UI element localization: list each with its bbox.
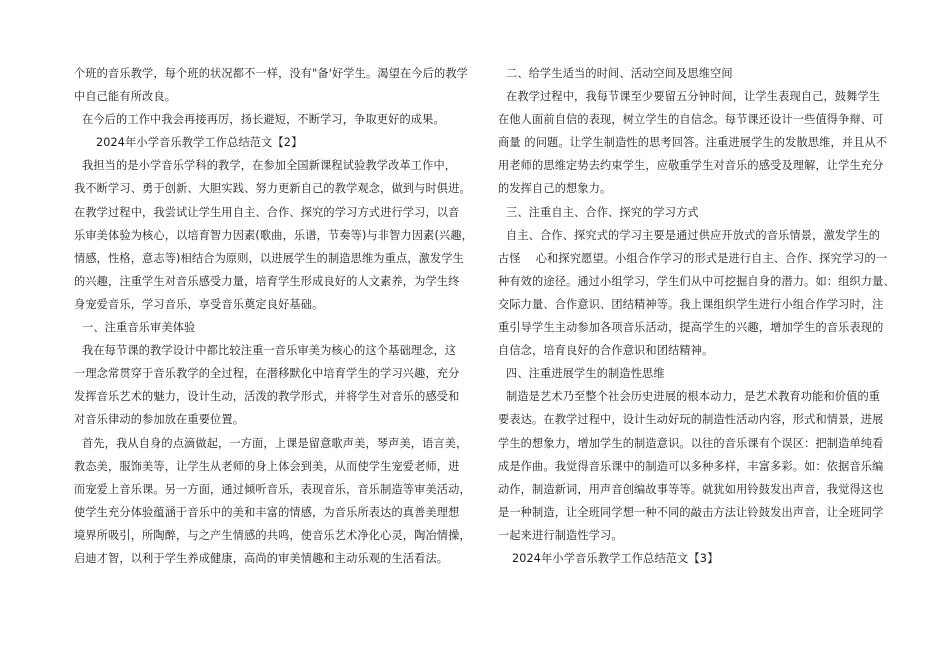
left-column-line: 首先，我从自身的点滴做起，一方面，上课是留意歌声美，琴声美，语言美， [82,436,468,450]
left-column-line: 而宠爱上音乐课。另一方面，通过倾听音乐，表现音乐，音乐制造等审美活动， [74,482,471,496]
right-column [498,62,895,570]
right-column-line: 一起来进行制造性学习。 [498,528,623,542]
left-column-line: 2024年小学音乐教学工作总结范文【2】 [96,136,303,150]
right-column-line: 的发挥自己的想象力。 [498,182,612,196]
left-column-line: 境界所吸引，所陶醉，与之产生情感的共鸣，使音乐艺术净化心灵，陶冶情操， [74,528,471,542]
right-column-line: 用老师的思维定势去约束学生，应敬重学生对音乐的感受及理解，让学生充分 [498,159,884,173]
right-column-line: 自主、合作、探究式的学习主要是通过供应开放式的音乐情景，激发学生的 [506,228,881,242]
right-column-line: 重引导学生主动参加各项音乐活动，提高学生的兴趣，增加学生的音乐表现的 [498,321,884,335]
left-column-line: 中自己能有所改良。 [74,90,177,104]
right-column-line: 四、注重进展学生的制造性思维 [506,367,665,381]
left-column-line: 的兴趣，注重学生对音乐感受力量，培育学生形成良好的人文素养，为学生终 [74,274,460,288]
left-column-line: 我在每节课的教学设计中都比较注重一音乐审美为核心的这个基础理念，这 [82,344,457,358]
left-column-line: 情感，性格，意志等)相结合为原则，以进展学生的制造思维为重点，激发学生 [74,251,464,265]
left-column-line: 启迪才智，以利于学生养成健康，高尚的审美情趣和主动乐观的生活看法。 [74,551,449,565]
right-column-line: 种有效的途径。通过小组学习，学生们从中可挖掘自身的潜力。如：组织力量、 [498,274,895,288]
left-column-line: 身宠爱音乐，学习音乐，享受音乐奠定良好基础。 [74,297,324,311]
right-column-line: 在教学过程中，我每节课至少要留五分钟时间，让学生表现自己，鼓舞学生 [506,90,881,104]
left-column-line: 发挥音乐艺术的魅力，设计生动，活泼的教学形式，并将学生对音乐的感受和 [74,390,460,404]
left-column-line: 对音乐律动的参加放在重要位置。 [74,413,245,427]
right-column-line: 交际力量、合作意识、团结精神等。我上课组织学生进行小组合作学习时，注 [498,297,884,311]
left-column-line: 教态美，服饰美等，让学生从老师的身上体会到美，从而使学生宠爱老师，进 [74,459,460,473]
right-column-line: 成是作曲。我觉得音乐课中的制造可以多种多样，丰富多彩。如：依据音乐编 [498,459,884,473]
left-column-line: 在教学过程中，我尝试让学生用自主、合作、探究的学习方式进行学习，以音 [74,205,460,219]
right-column-line: 动作，制造新词，用声音创编故事等等。就犹如用铃鼓发出声音，我觉得这也 [498,482,884,496]
left-column-line: 个班的音乐教学，每个班的状况都不一样，没有"备'好学生。渴望在今后的教学 [74,67,468,80]
right-column-line: 三、注重自主、合作、探究的学习方式 [506,205,699,219]
left-column-line: 在今后的工作中我会再接再厉，扬长避短，不断学习，争取更好的成果。 [82,113,445,127]
left-column [74,62,474,570]
left-column-line: 乐审美体验为核心，以培育智力因素(歌曲，乐谱，节奏等)与非智力因素(兴趣， [74,228,474,242]
right-column-line: 在他人面前自信的表现，树立学生的自信念。每节课还设计一些值得争辩、可 [498,113,884,127]
right-column-line: 是一种制造，让全班同学想一种不同的敲击方法让铃鼓发出声音，让全班同学 [498,505,884,519]
right-column-line: 商量 的问题。让学生制造性的思考回答。注重进展学生的发散思维，并且从不 [498,136,888,150]
right-column-line: 要表达。在教学过程中，设计生动好玩的制造性活动内容，形式和情景，进展 [498,413,884,427]
right-column-line: 制造是艺术乃至整个社会历史进展的根本动力，是艺术教育功能和价值的重 [506,390,881,404]
left-column-line: 我不断学习、勇于创新、大胆实践、努力更新自己的教学观念，做到与时俱进。 [74,182,471,196]
left-column-line: 使学生充分体验蕴涵于音乐中的美和丰富的情感，为音乐所表达的真善美理想 [74,505,460,519]
left-column-line: 一、注重音乐审美体验 [82,321,196,335]
right-column-line: 学生的想象力，增加学生的制造意识。以往的音乐课有个误区：把制造单纯看 [498,436,884,450]
right-column-line: 古怪 心和探究愿望。小组合作学习的形式是进行自主、合作、探究学习的一 [498,251,888,265]
left-column-line: 一理念常贯穿于音乐教学的全过程，在潜移默化中培育学生的学习兴趣，充分 [74,367,460,381]
right-column-line: 二、给学生适当的时间、活动空间及思维空间 [506,67,733,80]
left-column-line: 我担当的是小学音乐学科的教学，在参加全国新课程试验教学改革工作中， [82,159,457,173]
right-column-line: 2024年小学音乐教学工作总结范文【3】 [512,551,719,565]
right-column-line: 自信念，培育良好的合作意识和团结精神。 [498,344,714,358]
